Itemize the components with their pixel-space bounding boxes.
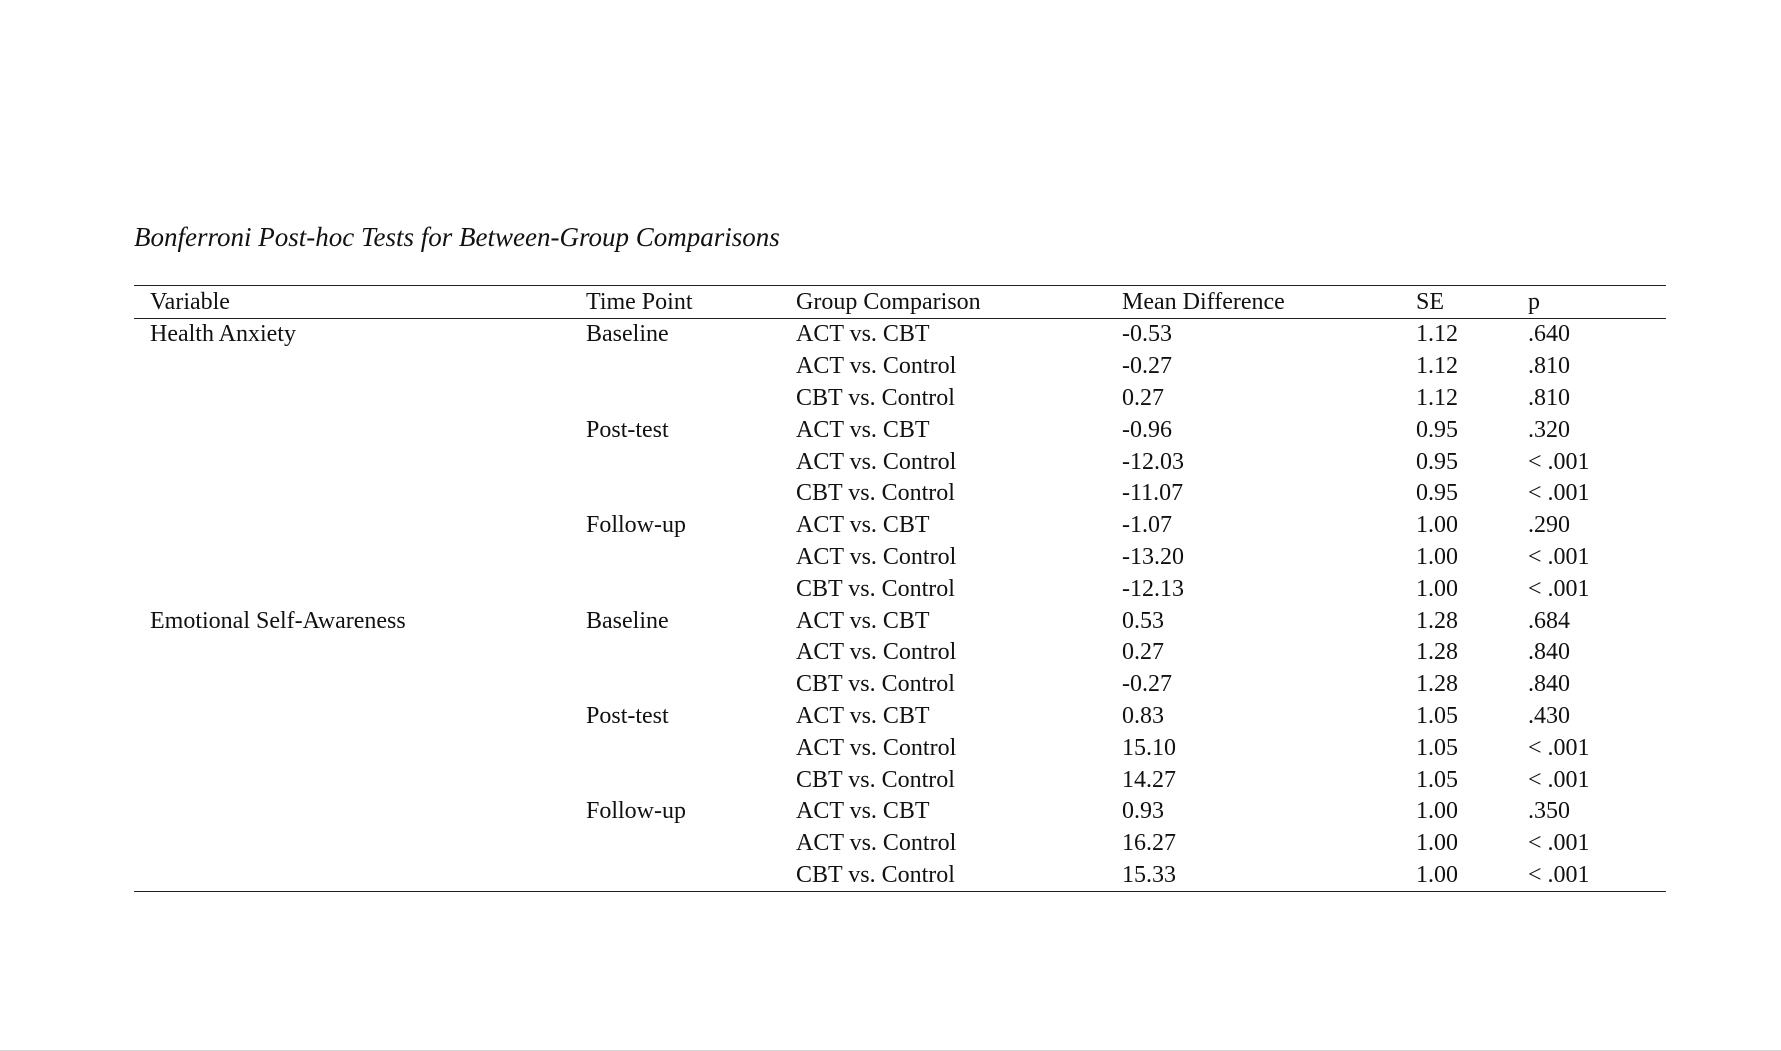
cell-p: < .001 bbox=[1528, 448, 1590, 475]
cell-time-point: Follow-up bbox=[586, 798, 687, 825]
cell-variable bbox=[134, 510, 586, 542]
cell-p: .840 bbox=[1528, 671, 1570, 698]
cell-se: 1.05 bbox=[1416, 734, 1458, 761]
cell-time-point bbox=[586, 732, 796, 764]
cell-mean-difference: -13.20 bbox=[1122, 543, 1184, 570]
cell-variable bbox=[134, 637, 586, 669]
cell-p: .840 bbox=[1528, 639, 1570, 666]
cell-group-comparison: CBT vs. Control bbox=[796, 671, 955, 698]
table-row bbox=[134, 732, 1666, 764]
cell-mean-difference: 0.53 bbox=[1122, 607, 1164, 634]
cell-se: 1.12 bbox=[1416, 353, 1458, 380]
cell-mean-difference: -0.27 bbox=[1122, 353, 1172, 380]
cell-time-point bbox=[586, 478, 796, 510]
cell-p: .684 bbox=[1528, 607, 1570, 634]
cell-time-point bbox=[586, 860, 796, 892]
cell-variable bbox=[134, 573, 586, 605]
cell-mean-difference: -0.27 bbox=[1122, 671, 1172, 698]
cell-group-comparison: ACT vs. CBT bbox=[796, 321, 930, 348]
cell-p: .640 bbox=[1528, 321, 1570, 348]
cell-variable: Health Anxiety bbox=[150, 321, 296, 348]
cell-variable: Emotional Self-Awareness bbox=[150, 607, 406, 634]
cell-time-point: Follow-up bbox=[586, 512, 687, 539]
cell-group-comparison: CBT vs. Control bbox=[796, 861, 955, 888]
cell-p: < .001 bbox=[1528, 543, 1590, 570]
cell-mean-difference: -11.07 bbox=[1122, 480, 1184, 507]
table-row bbox=[134, 828, 1666, 860]
cell-time-point bbox=[586, 383, 796, 415]
cell-variable bbox=[134, 478, 586, 510]
cell-time-point: Post-test bbox=[586, 416, 669, 443]
table-row bbox=[134, 542, 1666, 574]
cell-se: 0.95 bbox=[1416, 448, 1458, 475]
table-header bbox=[134, 286, 1666, 319]
cell-se: 1.00 bbox=[1416, 830, 1458, 857]
cell-p: < .001 bbox=[1528, 861, 1590, 888]
cell-se: 1.12 bbox=[1416, 384, 1458, 411]
table-row bbox=[134, 701, 1666, 733]
cell-time-point bbox=[586, 573, 796, 605]
cell-time-point bbox=[586, 446, 796, 478]
cell-group-comparison: CBT vs. Control bbox=[796, 384, 955, 411]
cell-group-comparison: ACT vs. CBT bbox=[796, 512, 930, 539]
cell-se: 1.05 bbox=[1416, 702, 1458, 729]
cell-variable bbox=[134, 764, 586, 796]
cell-variable bbox=[134, 796, 586, 828]
cell-time-point bbox=[586, 351, 796, 383]
cell-mean-difference: -0.53 bbox=[1122, 321, 1172, 348]
cell-time-point: Post-test bbox=[586, 702, 669, 729]
cell-variable bbox=[134, 732, 586, 764]
cell-p: .350 bbox=[1528, 798, 1570, 825]
cell-se: 1.00 bbox=[1416, 512, 1458, 539]
cell-group-comparison: ACT vs. Control bbox=[796, 639, 957, 666]
cell-se: 0.95 bbox=[1416, 480, 1458, 507]
table-row bbox=[134, 764, 1666, 796]
cell-variable bbox=[134, 542, 586, 574]
header-group-comparison: Group Comparison bbox=[796, 288, 981, 315]
header-row bbox=[134, 286, 1666, 319]
cell-mean-difference: 0.83 bbox=[1122, 702, 1164, 729]
table-row bbox=[134, 573, 1666, 605]
cell-se: 1.28 bbox=[1416, 671, 1458, 698]
table-row bbox=[134, 860, 1666, 892]
cell-mean-difference: 15.33 bbox=[1122, 861, 1176, 888]
cell-p: < .001 bbox=[1528, 575, 1590, 602]
table-row bbox=[134, 796, 1666, 828]
cell-se: 1.28 bbox=[1416, 639, 1458, 666]
table-row bbox=[134, 446, 1666, 478]
cell-p: < .001 bbox=[1528, 830, 1590, 857]
cell-time-point bbox=[586, 764, 796, 796]
cell-mean-difference: -1.07 bbox=[1122, 512, 1172, 539]
cell-variable bbox=[134, 351, 586, 383]
cell-p: < .001 bbox=[1528, 480, 1590, 507]
cell-time-point: Baseline bbox=[586, 321, 669, 348]
table-row bbox=[134, 669, 1666, 701]
cell-p: < .001 bbox=[1528, 734, 1590, 761]
table-caption: Bonferroni Post-hoc Tests for Between-Group Comparisons bbox=[134, 222, 780, 252]
table-row bbox=[134, 510, 1666, 542]
cell-mean-difference: 16.27 bbox=[1122, 830, 1176, 857]
cell-group-comparison: ACT vs. CBT bbox=[796, 607, 930, 634]
cell-variable bbox=[134, 414, 586, 446]
cell-p: .810 bbox=[1528, 384, 1570, 411]
table-row bbox=[134, 637, 1666, 669]
cell-se: 1.00 bbox=[1416, 543, 1458, 570]
cell-se: 1.00 bbox=[1416, 861, 1458, 888]
cell-mean-difference: 15.10 bbox=[1122, 734, 1176, 761]
cell-time-point bbox=[586, 637, 796, 669]
cell-mean-difference: 0.27 bbox=[1122, 384, 1164, 411]
cell-se: 0.95 bbox=[1416, 416, 1458, 443]
cell-group-comparison: ACT vs. CBT bbox=[796, 416, 930, 443]
cell-p: .320 bbox=[1528, 416, 1570, 443]
cell-group-comparison: ACT vs. CBT bbox=[796, 702, 930, 729]
table-row bbox=[134, 414, 1666, 446]
cell-group-comparison: CBT vs. Control bbox=[796, 480, 955, 507]
cell-se: 1.05 bbox=[1416, 766, 1458, 793]
cell-group-comparison: ACT vs. Control bbox=[796, 734, 957, 761]
cell-se: 1.12 bbox=[1416, 321, 1458, 348]
table-body bbox=[134, 319, 1666, 892]
table-row bbox=[134, 319, 1666, 351]
cell-mean-difference: -0.96 bbox=[1122, 416, 1172, 443]
table-row bbox=[134, 478, 1666, 510]
table-row bbox=[134, 351, 1666, 383]
cell-variable bbox=[134, 446, 586, 478]
table-row bbox=[134, 605, 1666, 637]
cell-group-comparison: ACT vs. CBT bbox=[796, 798, 930, 825]
cell-p: < .001 bbox=[1528, 766, 1590, 793]
cell-group-comparison: ACT vs. Control bbox=[796, 543, 957, 570]
cell-p: .430 bbox=[1528, 702, 1570, 729]
cell-mean-difference: 0.93 bbox=[1122, 798, 1164, 825]
table-row bbox=[134, 383, 1666, 415]
cell-variable bbox=[134, 701, 586, 733]
cell-group-comparison: ACT vs. Control bbox=[796, 830, 957, 857]
cell-se: 1.00 bbox=[1416, 575, 1458, 602]
cell-group-comparison: ACT vs. Control bbox=[796, 353, 957, 380]
cell-mean-difference: 14.27 bbox=[1122, 766, 1176, 793]
cell-group-comparison: CBT vs. Control bbox=[796, 575, 955, 602]
cell-time-point: Baseline bbox=[586, 607, 669, 634]
cell-se: 1.28 bbox=[1416, 607, 1458, 634]
cell-variable bbox=[134, 828, 586, 860]
header-mean-difference: Mean Difference bbox=[1122, 288, 1285, 315]
cell-time-point bbox=[586, 542, 796, 574]
header-p: p bbox=[1528, 288, 1540, 315]
cell-variable bbox=[134, 860, 586, 892]
cell-mean-difference: -12.03 bbox=[1122, 448, 1184, 475]
cell-mean-difference: 0.27 bbox=[1122, 639, 1164, 666]
cell-p: .810 bbox=[1528, 353, 1570, 380]
header-se: SE bbox=[1416, 288, 1445, 315]
cell-p: .290 bbox=[1528, 512, 1570, 539]
cell-se: 1.00 bbox=[1416, 798, 1458, 825]
cell-time-point bbox=[586, 669, 796, 701]
cell-group-comparison: CBT vs. Control bbox=[796, 766, 955, 793]
cell-variable bbox=[134, 669, 586, 701]
cell-time-point bbox=[586, 828, 796, 860]
header-variable: Variable bbox=[150, 288, 230, 315]
cell-mean-difference: -12.13 bbox=[1122, 575, 1184, 602]
header-time-point: Time Point bbox=[586, 288, 693, 315]
cell-group-comparison: ACT vs. Control bbox=[796, 448, 957, 475]
cell-variable bbox=[134, 383, 586, 415]
posthoc-results-table bbox=[134, 285, 1666, 892]
